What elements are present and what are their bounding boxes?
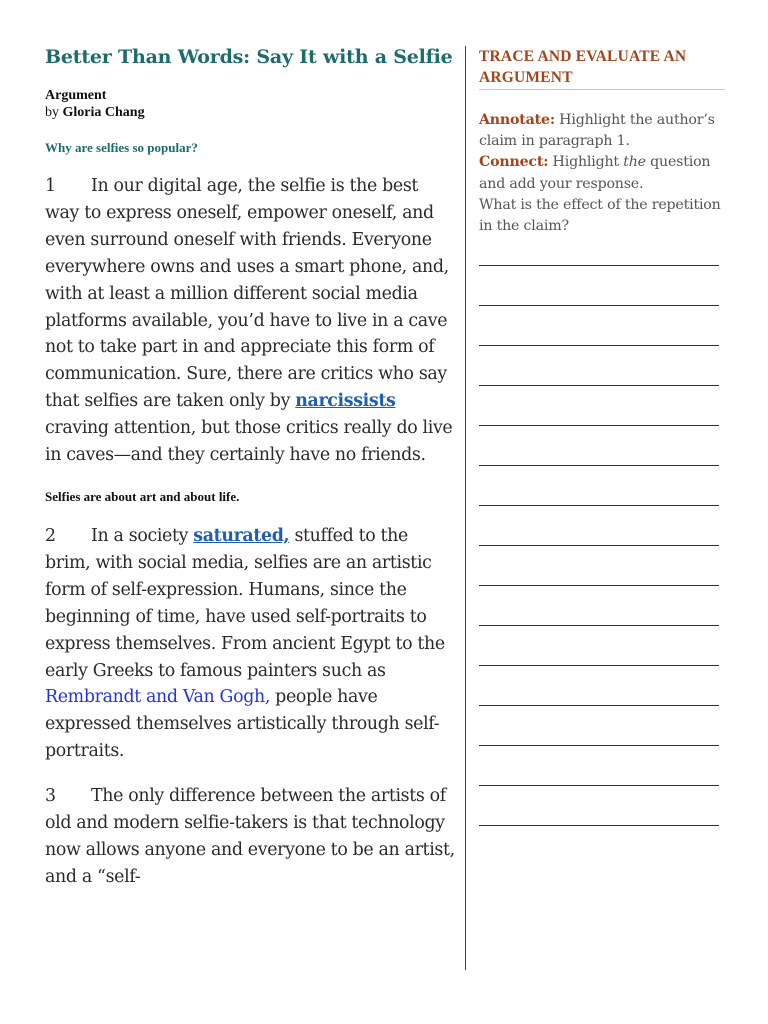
answer-line[interactable] xyxy=(479,825,719,826)
annotate-label: Annotate: xyxy=(479,112,555,128)
answer-line[interactable] xyxy=(479,425,719,426)
answer-line[interactable] xyxy=(479,785,719,786)
question-text: What is the effect of the repetition in the claim? xyxy=(479,196,721,235)
answer-line[interactable] xyxy=(479,745,719,746)
paragraph-text: In a society xyxy=(91,525,194,546)
sidebar-heading: TRACE AND EVALUATE AN ARGUMENT xyxy=(479,46,725,90)
answer-lines[interactable] xyxy=(479,265,725,826)
answer-line[interactable] xyxy=(479,665,719,666)
annotate-text: Highlight the author’s claim in paragraph 1. xyxy=(479,112,715,150)
article-title: Better Than Words: Say It with a Selfie xyxy=(45,46,453,68)
paragraph-number: 1 xyxy=(45,176,56,196)
genre-label: Argument xyxy=(45,88,107,103)
author-name: Gloria Chang xyxy=(62,105,145,120)
paragraph-2 xyxy=(45,523,457,765)
subhead-why-popular: Why are selfies so popular? xyxy=(45,140,198,155)
answer-line[interactable] xyxy=(479,345,719,346)
answer-line[interactable] xyxy=(479,305,719,306)
answer-line[interactable] xyxy=(479,505,719,506)
paragraph-text: stuffed to the brim, with social media, selfies are an artistic form of self-expression. Humans, since the beginning of time, have used self-portraits to express themselves. From ancient Egypt to the early Greeks to famous painters such as xyxy=(45,525,445,681)
paragraph-number: 2 xyxy=(45,525,56,546)
vocab-link-saturated[interactable]: saturated, xyxy=(193,525,290,546)
answer-line[interactable] xyxy=(479,545,719,546)
answer-line[interactable] xyxy=(479,705,719,706)
paragraph-1 xyxy=(45,173,457,469)
subhead-art-life: Selfies are about art and about life. xyxy=(45,488,240,504)
byline xyxy=(45,105,457,121)
sidebar-prompt xyxy=(479,110,725,237)
answer-line[interactable] xyxy=(479,625,719,626)
paragraph-number: 3 xyxy=(45,786,56,807)
byline-prefix: by xyxy=(45,105,63,120)
paragraph-text: The only difference between the artists of old and modern selfie-takers is that technology now allows anyone and everyone to be an artist, and a “self- xyxy=(45,786,455,887)
link-rembrandt-van-gogh[interactable]: Rembrandt and Van Gogh, xyxy=(45,687,270,708)
answer-line[interactable] xyxy=(479,385,719,386)
answer-line[interactable] xyxy=(479,465,719,466)
sidebar-column xyxy=(479,46,725,865)
article-column xyxy=(45,46,457,891)
paragraph-text: craving attention, but those critics really do live in caves—and they certainly have no friends. xyxy=(45,418,453,466)
paragraph-3 xyxy=(45,783,457,891)
connect-text: Highlight xyxy=(548,154,624,171)
column-divider xyxy=(465,46,466,970)
connect-text: question and add your response. xyxy=(479,154,711,192)
connect-label: Connect: xyxy=(479,154,549,171)
vocab-link-narcissists[interactable]: narcissists xyxy=(295,391,396,412)
answer-line[interactable] xyxy=(479,585,719,586)
paragraph-text: people have expressed themselves artistically through self-portraits. xyxy=(45,687,440,762)
connect-emphasis: the xyxy=(623,154,646,171)
paragraph-text: In our digital age, the selfie is the best way to express oneself, empower oneself, and even surround oneself with friends. Everyone everywhere owns and uses a smart phone, and, with at least a million different social media platforms available, you’d have to live in a cave not to take part in and appreciate this form of communication. Sure, there are critics who say that selfies are taken only by xyxy=(45,176,449,412)
answer-line[interactable] xyxy=(479,265,719,266)
